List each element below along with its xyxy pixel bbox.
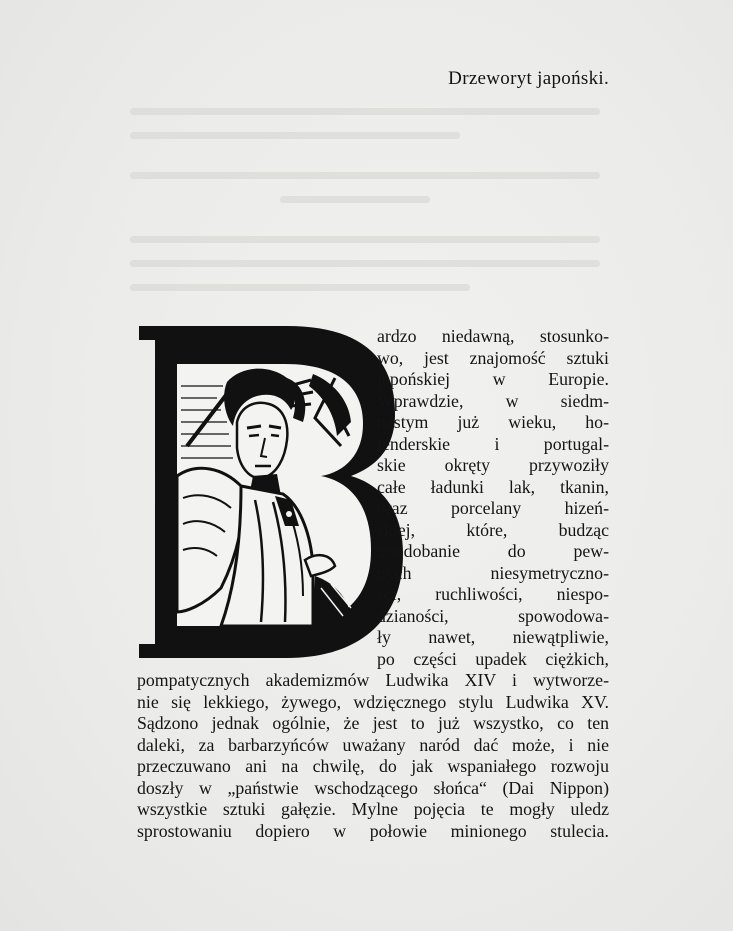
body-line: doszły w „państwie wschodzącego słońca“ (Dai Nippon): [137, 777, 609, 798]
body-line: nastym już wieku, ho-: [377, 412, 609, 432]
body-line: skiej, które, budząc: [377, 519, 609, 540]
body-line: ły nawet, niewątpliwie,: [377, 627, 609, 647]
body-line: japońskiej w Europie.: [377, 369, 609, 389]
body-line: Wprawdzie, w siedm-: [377, 390, 609, 411]
body-line: całe ładunki lak, tkanin,: [377, 476, 609, 497]
body-line: pompatycznych akademizmów Ludwika XIV i wytworze-: [137, 670, 609, 690]
body-line: upodobanie do pew-: [377, 541, 609, 561]
body-line: lenderskie i portugal-: [377, 433, 609, 454]
body-line: wszystkie sztuki gałęzie. Mylne pojęcia te mogły uledz: [137, 799, 609, 819]
running-head: Drzeworyt japoński.: [448, 68, 609, 89]
body-line: oraz porcelany hizeń-: [377, 498, 609, 518]
body-line: Sądzono jednak ogólnie, że jest to już wszystko, co ten: [137, 713, 609, 733]
body-line: po części upadek ciężkich,: [377, 648, 609, 669]
body-line: nie się lekkiego, żywego, wdzięcznego stylu Ludwika XV.: [137, 691, 609, 712]
body-line: dzianości, spowodowa-: [377, 605, 609, 626]
body-text: [137, 326, 609, 842]
body-line: daleki, za barbarzyńców uważany naród dać może, i nie: [137, 734, 609, 755]
body-line: sprostowaniu dopiero w połowie minionego stulecia.: [137, 820, 609, 841]
body-line: wo, jest znajomość sztuki: [377, 347, 609, 368]
show-through-text: [130, 100, 610, 300]
body-line: przeczuwano ani na chwilę, do jak wspaniałego rozwoju: [137, 756, 609, 776]
body-line: ardzo niedawną, stosunko-: [377, 326, 609, 346]
body-line: skie okręty przywoziły: [377, 455, 609, 475]
body-line: ści, ruchliwości, niespo-: [377, 584, 609, 604]
body-line: nych niesymetryczno-: [377, 562, 609, 583]
